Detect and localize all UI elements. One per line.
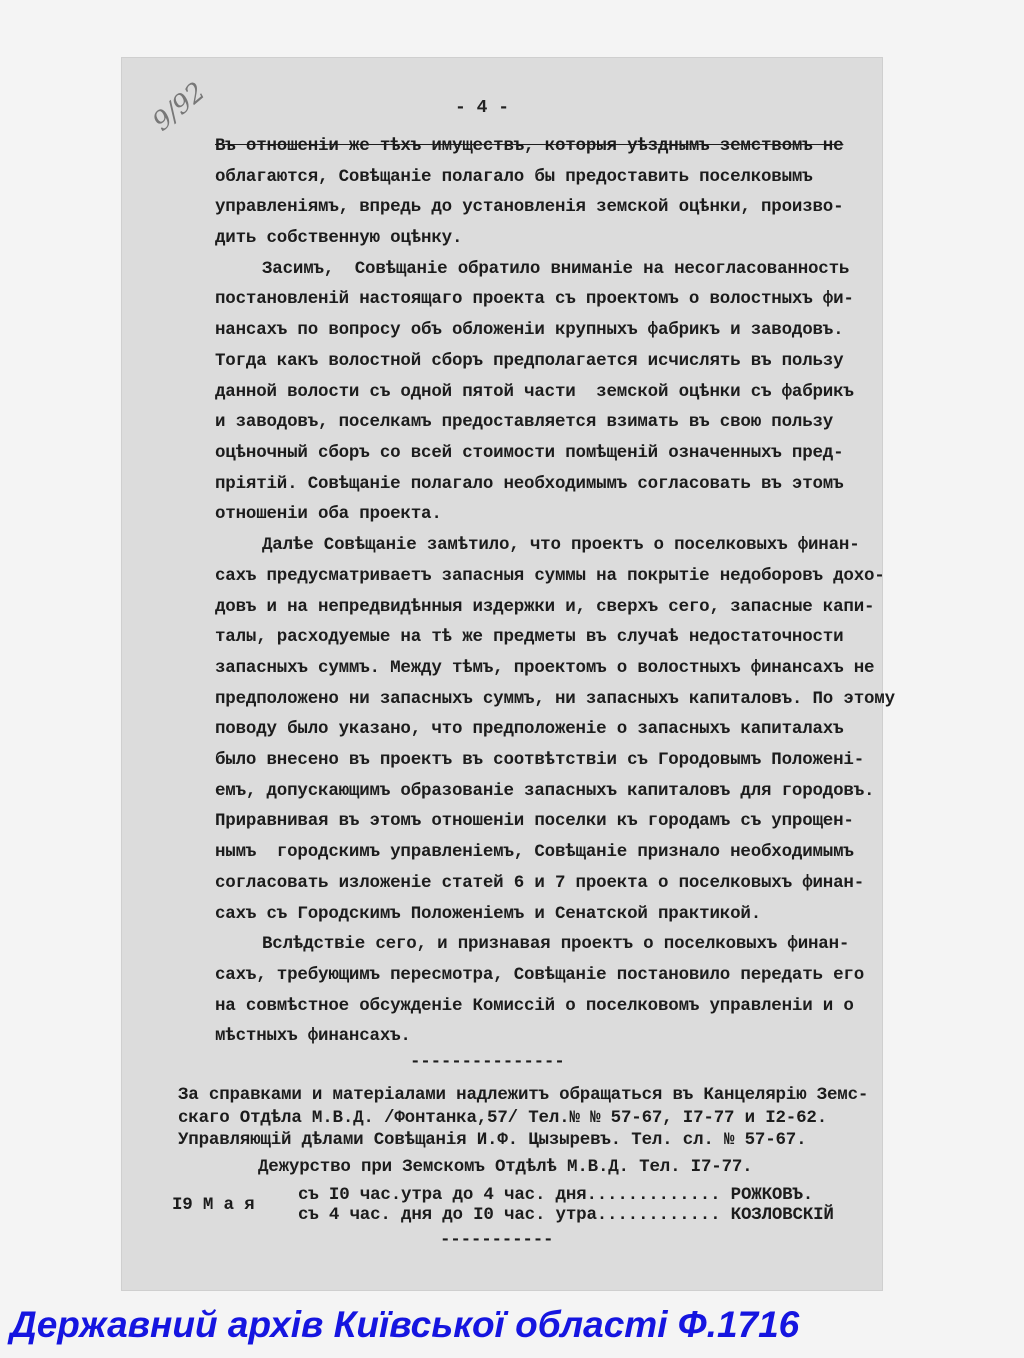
paragraph-line: дить собственную оцѣнку.	[215, 228, 463, 248]
separator: ---------------	[410, 1052, 565, 1072]
duty-shift: съ 4 час. дня до I0 час. утра............ КОЗЛОВСКІЙ	[298, 1205, 834, 1225]
paragraph-line: талы, расходуемые на тѣ же предметы въ случаѣ недостаточности	[215, 627, 844, 647]
margin-note: 9/92	[147, 76, 212, 138]
paragraph-line: Приравнивая въ этомъ отношеніи поселки къ городамъ съ упрощен-	[215, 811, 854, 831]
paragraph-line: предположено ни запасныхъ суммъ, ни запасныхъ капиталовъ. По этому	[215, 689, 895, 709]
paragraph-line: довъ и на непредвидѣнныя издержки и, сверхъ сего, запасные капи-	[215, 597, 875, 617]
paragraph-line: Засимъ, Совѣщаніе обратило вниманіе на несогласованность	[262, 259, 850, 279]
page-number: - 4 -	[455, 98, 510, 118]
paragraph-line: на совмѣстное обсужденіе Комиссій о поселковомъ управленіи и о	[215, 996, 854, 1016]
footer-line: скаго Отдѣла М.В.Д. /Фонтанка,57/ Тел.№ № 57-67, I7-77 и I2-62.	[178, 1108, 828, 1128]
paragraph-line: согласовать изложеніе статей 6 и 7 проекта о поселковыхъ финан-	[215, 873, 865, 893]
paragraph-line: и заводовъ, поселкамъ предоставляется взимать въ свою пользу	[215, 412, 834, 432]
paragraph-line: сахъ съ Городскимъ Положеніемъ и Сенатской практикой.	[215, 904, 761, 924]
paragraph-line: поводу было указано, что предположеніе о запасныхъ капиталахъ	[215, 719, 844, 739]
footer-line: За справками и матеріалами надлежитъ обращаться въ Канцелярію Земс-	[178, 1085, 869, 1105]
paragraph-line: оцѣночный сборъ со всей стоимости помѣщеній означенныхъ пред-	[215, 443, 844, 463]
paragraph-line: было внесено въ проектъ въ соотвѣтствіи съ Городовымъ Положені-	[215, 750, 865, 770]
paragraph-line: Въ отношеніи же тѣхъ имуществъ, которыя уѣзднымъ земствомъ не	[215, 136, 844, 156]
footer-line: Управляющій дѣлами Совѣщанія И.Ф. Цызыревъ. Тел. сл. № 57-67.	[178, 1130, 807, 1150]
paragraph-line: нансахъ по вопросу объ обложеніи крупныхъ фабрикъ и заводовъ.	[215, 320, 844, 340]
paragraph-line: запасныхъ суммъ. Между тѣмъ, проектомъ о волостныхъ финансахъ не	[215, 658, 875, 678]
paragraph-line: отношеніи оба проекта.	[215, 504, 442, 524]
paragraph-line: управленіямъ, впредь до установленія земской оцѣнки, произво-	[215, 197, 844, 217]
duty-shift: съ I0 час.утра до 4 час. дня............. РОЖКОВЪ.	[298, 1185, 814, 1205]
paragraph-line: емъ, допускающимъ образованіе запасныхъ капиталовъ для городовъ.	[215, 781, 875, 801]
paragraph-line: данной волости съ одной пятой части земской оцѣнки съ фабрикъ	[215, 382, 854, 402]
paragraph-line: Далѣе Совѣщаніе замѣтило, что проектъ о поселковыхъ финан-	[262, 535, 860, 555]
paragraph-line: облагаются, Совѣщаніе полагало бы предоставить поселковымъ	[215, 167, 813, 187]
paragraph-line: нымъ городскимъ управленіемъ, Совѣщаніе признало необходимымъ	[215, 842, 854, 862]
duty-title: Дежурство при Земскомъ Отдѣлѣ М.В.Д. Тел. I7-77.	[258, 1157, 753, 1177]
paragraph-line: Вслѣдствіе сего, и признавая проектъ о поселковыхъ финан-	[262, 934, 850, 954]
paragraph-line: сахъ, требующимъ пересмотра, Совѣщаніе постановило передать его	[215, 965, 865, 985]
paragraph-line: пріятій. Совѣщаніе полагало необходимымъ согласовать въ этомъ	[215, 474, 844, 494]
archive-caption: Державний архів Київської області Ф.1716	[10, 1304, 800, 1345]
paragraph-line: сахъ предусматриваетъ запасныя суммы на покрытіе недоборовъ дохо-	[215, 566, 885, 586]
duty-date: I9 М а я	[172, 1195, 255, 1215]
paragraph-line: Тогда какъ волостной сборъ предполагается исчислять въ пользу	[215, 351, 844, 371]
separator: -----------	[440, 1230, 554, 1250]
paragraph-line: мѣстныхъ финансахъ.	[215, 1026, 411, 1046]
paragraph-line: постановленій настоящаго проекта съ проектомъ о волостныхъ фи-	[215, 289, 854, 309]
